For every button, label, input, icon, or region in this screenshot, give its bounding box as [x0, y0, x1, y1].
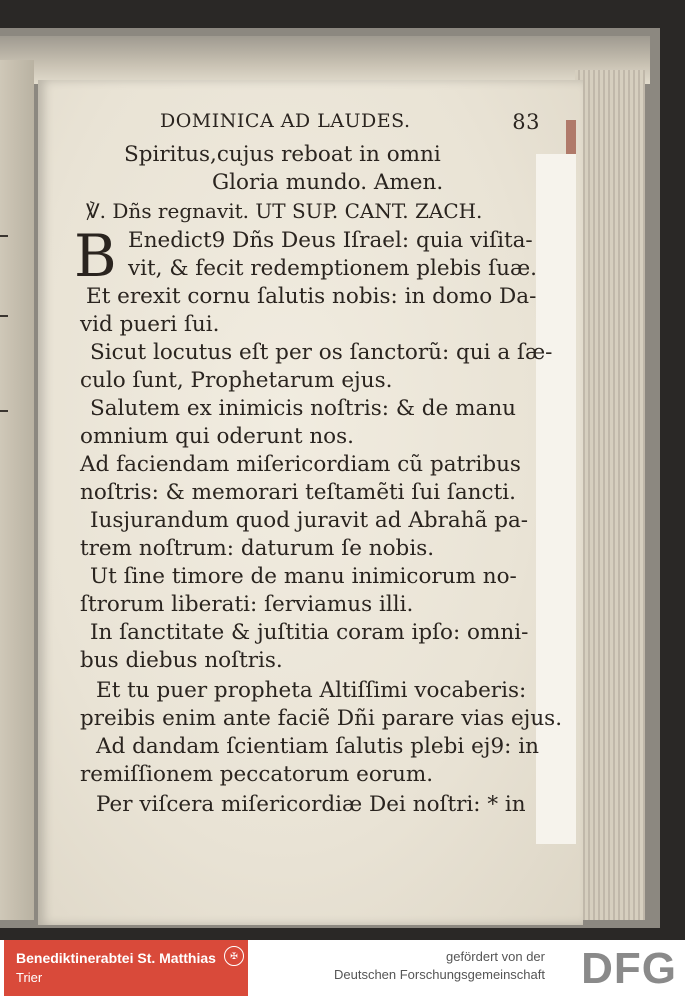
- page-number: 83: [512, 110, 540, 134]
- funding-notice: [334, 948, 545, 984]
- page-tab-marker: [536, 154, 576, 844]
- text-line: remiſſionem peccatorum eorum.: [80, 762, 434, 787]
- text-line: Et tu puer propheta Altiſſimi vocaberis:: [96, 678, 527, 703]
- page-stack-edge: [575, 70, 645, 920]
- page-tick: [0, 410, 8, 412]
- page-tick: [0, 315, 8, 317]
- footer-bar: [0, 940, 685, 1000]
- text-line: Et erexit cornu ſalutis nobis: in domo Da-: [86, 284, 537, 309]
- text-line: Ad faciendam miſericordiam cũ patribus: [80, 452, 521, 477]
- text-line: noſtris: & memorari teſtamẽti ſui ſancti.: [80, 480, 516, 505]
- left-page-edge: [0, 60, 34, 920]
- text-line: trem noſtrum: daturum ſe nobis.: [80, 536, 435, 561]
- text-line: Salutem ex inimicis noſtris: & de manu: [90, 396, 517, 421]
- funding-line-1: gefördert von der: [445, 949, 545, 964]
- text-line: ſtrorum liberati: ſerviamus illi.: [80, 592, 414, 617]
- institution-city: Trier: [16, 970, 43, 985]
- text-line: bus diebus noſtris.: [80, 648, 283, 673]
- text-line: Ut ſine timore de manu inimicorum no-: [90, 564, 517, 589]
- red-ribbon-mark: [566, 120, 576, 154]
- institution-name: Benediktinerabtei St. Matthias: [16, 950, 216, 966]
- text-line: Iusjurandum quod juravit ad Abrahã pa-: [90, 508, 529, 533]
- text-line: Spiritus,cujus reboat in omni: [124, 142, 441, 167]
- book-top-edge: [0, 36, 650, 84]
- funding-line-2: Deutschen Forschungsgemeinschaft: [333, 967, 545, 982]
- page-tick: [0, 235, 8, 237]
- page-header-title: DOMINICA AD LAUDES.: [160, 110, 411, 132]
- abbey-emblem-icon: ✠: [224, 946, 244, 966]
- text-line: omnium qui oderunt nos.: [80, 424, 354, 449]
- text-line: preibis enim ante faciẽ Dñi parare vias ejus.: [80, 706, 563, 731]
- text-line: Ad dandam ſcientiam ſalutis plebi ej9: in: [96, 734, 539, 759]
- text-line: culo ſunt, Prophetarum ejus.: [80, 368, 393, 393]
- text-line: Sicut locutus eſt per os ſanctorũ: qui a ſæ-: [90, 340, 553, 365]
- drop-cap-initial: B: [74, 222, 117, 290]
- text-line: Gloria mundo. Amen.: [212, 170, 444, 195]
- text-line: In ſanctitate & juſtitia coram ipſo: omni-: [90, 620, 529, 645]
- text-line: Enedict9 Dñs Deus Iſrael: quia viſita-: [128, 228, 533, 253]
- text-line: vid pueri ſui.: [80, 312, 220, 337]
- institution-badge[interactable]: [4, 940, 248, 996]
- text-line: Per viſcera miſericordiæ Dei noſtri: * in: [96, 792, 526, 817]
- text-line: vit, & fecit redemptionem plebis ſuæ.: [128, 256, 537, 281]
- dfg-logo[interactable]: DFG: [581, 944, 677, 993]
- versicle-line: ℣. Dñs regnavit. UT SUP. CANT. ZACH.: [86, 199, 483, 223]
